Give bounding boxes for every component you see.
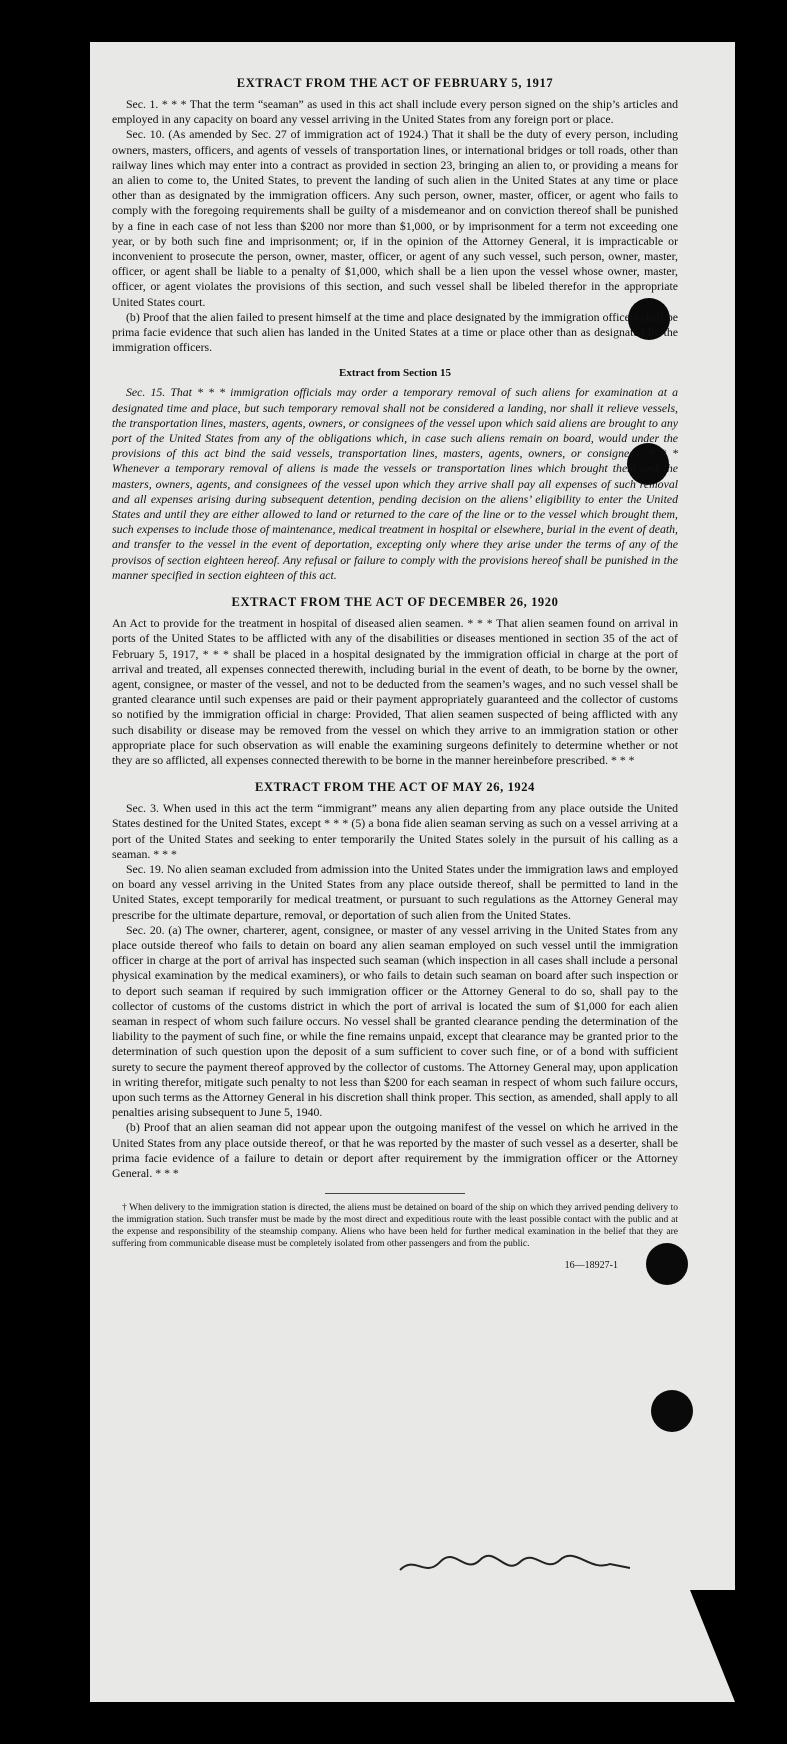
act-1917-section: [112, 76, 678, 355]
section-15-extract: [112, 367, 678, 583]
act-1920-text: An Act to provide for the treatment in hospital of diseased alien seamen. * * * That alien seamen found on arrival in ports of the United States to be afflicted with any of the disabilities or diseases mentioned in section 35 of the act of February 5, 1917, * * * shall be placed in a hospital designated by the immigration official in charge at the port of arrival and treated, all expenses connected therewith, including burial in the event of death, to be borne by the owner, agent, consignee, or master of the vessel, and not to be deducted from the seamen’s wages, and no such vessel shall be granted clearance until such expenses are paid or their payment appropriately guaranteed and the collector of customs so notified by the immigration official in charge: Provided, That alien seamen suspected of being afflicted with any such disability or disease may be removed from the vessel on which they arrive to an immigration station or other appropriate place for such observation as will enable the examining surgeons definitely to determine whether or not they are so afflicted, all expenses connected therewith to be borne in the manner hereinbefore prescribed. * * *: [112, 616, 678, 767]
act-1917-sec10: Sec. 10. (As amended by Sec. 27 of immigration act of 1924.) That it shall be the duty of every person, including owners, masters, officers, and agents of vessels of transportation lines, or international bridges or toll roads, other than railway lines which may enter into a contract as provided in section 23, bringing an alien to, or providing a means for an alien to come to, the United States, to prevent the landing of such alien in the United States at any time or place other than as designated by the immigration officers. Any such person, owner, master, officer, or agent who fails to comply with the foregoing requirements shall be guilty of a misdemeanor and on conviction thereof shall be punished by a fine in each case of not less than $200 nor more than $1,000, or by imprisonment for a term not exceeding one year, or by both such fine and imprisonment; or, if in the opinion of the Attorney General, it is impracticable or inconvenient to prosecute the person, owner, master, officer, or agent of any such vessel, such person, owner, master, officer, or agent shall be liable to a penalty of $1,000, which shall be a lien upon the vessel whose owner, master, officer, or agent violates the provisions of this section, and such vessel shall be libeled therefor in the appropriate United States court.: [112, 127, 678, 309]
act-1917-title: EXTRACT FROM THE ACT OF FEBRUARY 5, 1917: [236, 76, 554, 90]
act-1924-sec3: Sec. 3. When used in this act the term “immigrant” means any alien departing from any place outside the United States destined for the United States, except * * * (5) a bona fide alien seaman serving as such on a vessel arriving at a port of the United States and seeking to enter temporarily the United States solely in the pursuit of his calling as a seaman. * * *: [112, 801, 678, 861]
punch-hole-4: [651, 1390, 693, 1432]
act-1924-sec20a: Sec. 20. (a) The owner, charterer, agent, consignee, or master of any vessel arriving in the United States from any place outside thereof who fails to detain on board any alien seaman employed on such vessel until the immigration officer in charge at the port of arrival has inspected such seaman (which inspection in all cases shall include a personal physical examination by the medical examiners), or who fails to detain such seaman on board after such inspection or to deport such seaman if required by such immigration officer or the Attorney General to do so, shall pay to the collector of customs of the customs district in which the port of arrival is located the sum of $1,000 for each alien seaman in respect of whom such failure occurs. No vessel shall be granted clearance pending the determination of the liability to the payment of such fine, or while the fine remains unpaid, except that clearance may be granted prior to the determination of such question upon the deposit of a sum sufficient to cover such fine, or of a bond with sufficient surety to secure the payment thereof approved by the collector of customs. The Attorney General may, upon application in writing therefor, mitigate such penalty to not less than $200 for each seaman in respect of whom such failure occurs, upon such terms as the Attorney General in his discretion shall think proper. This section, as amended, shall apply to all penalties arising subsequent to June 5, 1940.: [112, 922, 678, 1120]
handwritten-scribble: [395, 1550, 635, 1580]
form-number: 16—18927-1: [564, 1260, 618, 1272]
footnote-text: † When delivery to the immigration station is directed, the aliens must be detained on board of the ship on which they arrived pending delivery to the immigration station. Such transfer must be made by the most direct and expeditious route with the least possible contact with the public and at the expense and responsibility of the steamship company. Aliens who have been held for further medical examination in the belief that they are suffering from communicable disease must be completely isolated from other passengers and from the public.: [112, 1203, 678, 1250]
act-1924-section: [112, 780, 678, 1181]
act-1917-sec1: Sec. 1. * * * That the term “seaman” as used in this act shall include every person signed on the ship’s articles and employed in any capacity on board any vessel arriving in the United States from any foreign port or place.: [112, 97, 678, 127]
act-1917-sec10b: (b) Proof that the alien failed to present himself at the time and place designated by the immigration officers shall be prima facie evidence that such alien has landed in the United States at a time or place other than as designated by the immigration officers.: [112, 309, 678, 355]
footnote-divider: [325, 1193, 465, 1194]
act-1924-sec20b: (b) Proof that an alien seaman did not appear upon the outgoing manifest of the vessel on which he arrived in the United States from any place outside thereof, or that he was reported by the master of such vessel as a deserter, shall be prima facie evidence of a failure to detain or deport after requirement by the immigration officer or the Attorney General. * * *: [112, 1120, 678, 1180]
act-1920-title: EXTRACT FROM THE ACT OF DECEMBER 26, 1920: [231, 595, 559, 610]
section-15-title: Extract from Section 15: [339, 367, 451, 380]
act-1924-sec19: Sec. 19. No alien seaman excluded from admission into the United States under the immigration laws and employed on board any vessel arriving in the United States from any place outside thereof, shall be permitted to land in the United States, except temporarily for medical treatment, or pursuant to such regulations as the Attorney General may prescribe for the ultimate departure, removal, or deportation of such alien from the United States.: [112, 861, 678, 922]
document-content: [112, 76, 678, 1271]
act-1920-section: [112, 595, 678, 768]
section-15-text: Sec. 15. That * * * immigration officials may order a temporary removal of such aliens for examination at a designated time and place, but such temporary removal shall not be considered a landing, nor shall it relieve vessels, the transportation lines, masters, agents, owners, or consignees of the vessel upon which said aliens are brought to any port of the United States from any of the obligations which, in case such aliens remain on board, would under the provisions of this act bind the said vessels, transportation lines, masters, agents, owners, or consignees: * * * Whenever a temporary removal of aliens is made the vessels or transportation lines which brought them and the masters, owners, agents, and consignees of the vessel upon which they arrive shall pay all expenses of such removal and all expenses arising during subsequent detention, pending decision on the aliens’ eligibility to enter the United States and until they are either allowed to land or returned to the care of the line or to the vessel which brought them, such expenses to include those of maintenance, medical treatment in hospital or elsewhere, burial in the event of death, and transfer to the vessel in the event of deportation, excepting only where they arise under the terms of any of the provisos of section eighteen hereof. Any refusal or failure to comply with the provisions hereof shall be punished in the manner specified in section eighteen of this act.: [112, 385, 678, 582]
torn-corner: [690, 1590, 735, 1702]
act-1924-title: EXTRACT FROM THE ACT OF MAY 26, 1924: [255, 780, 535, 795]
